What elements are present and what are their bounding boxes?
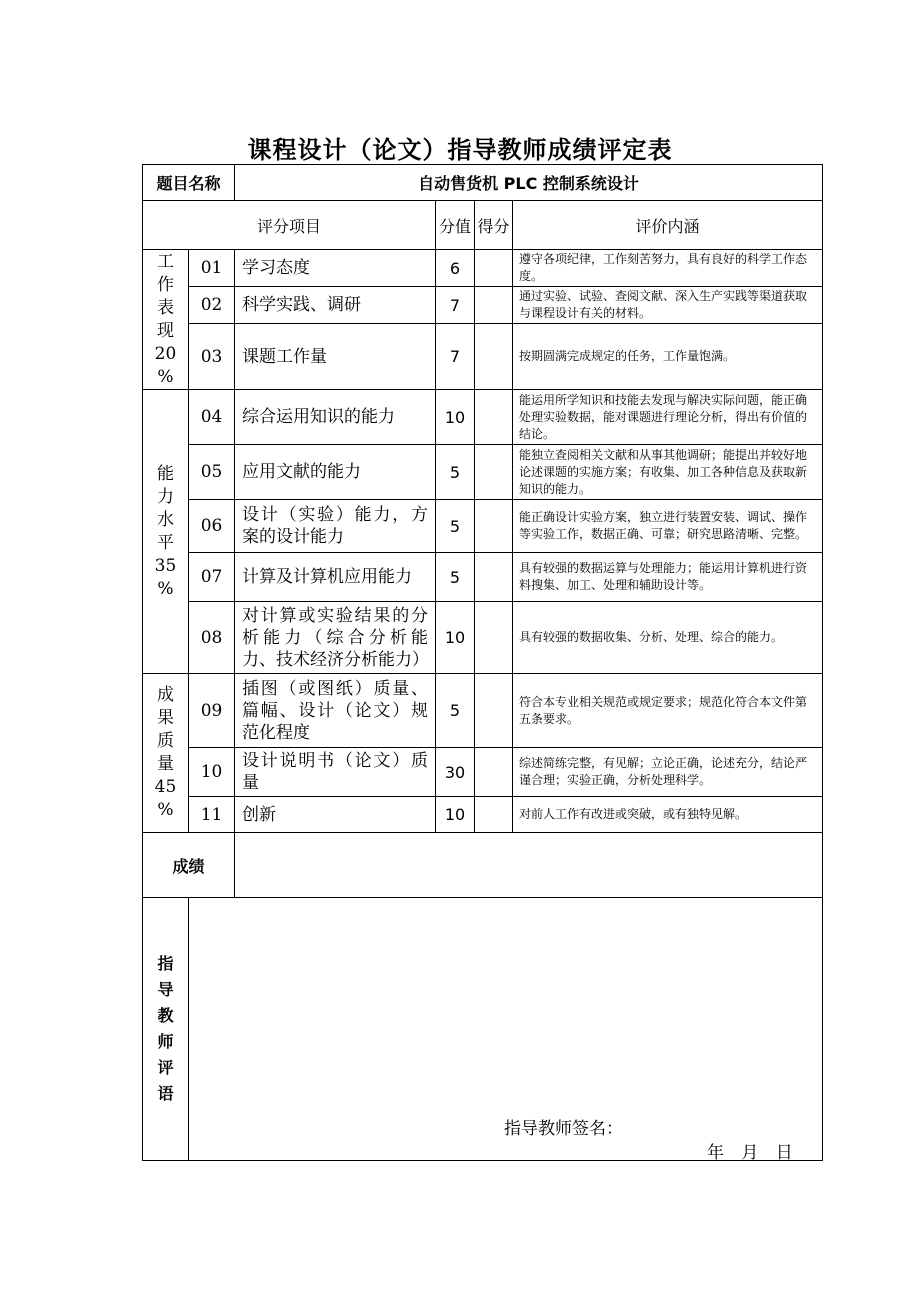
- row-number: 04: [189, 390, 235, 445]
- row-points: 6: [436, 250, 475, 287]
- table-row: [143, 602, 823, 674]
- table-row: [143, 390, 823, 445]
- row-item: 对计算或实验结果的分析能力（综合分析能力、技术经济分析能力）: [235, 602, 436, 674]
- table-row: [143, 553, 823, 602]
- row-description: 能独立查阅相关文献和从事其他调研；能提出并较好地论述课题的实施方案；有收集、加工各种信息及获取新知识的能力。: [513, 445, 823, 500]
- row-score-cell[interactable]: [475, 602, 513, 674]
- header-points: 分值: [436, 201, 475, 250]
- row-number: 03: [189, 324, 235, 390]
- comments-body[interactable]: [189, 898, 823, 1161]
- row-description: 能正确设计实验方案，独立进行装置安装、调试、操作等实验工作，数据正确、可靠；研究思路清晰、完整。: [513, 500, 823, 553]
- row-score-cell[interactable]: [475, 390, 513, 445]
- row-item: 课题工作量: [235, 324, 436, 390]
- row-item: 计算及计算机应用能力: [235, 553, 436, 602]
- table-row: [143, 324, 823, 390]
- row-score-cell[interactable]: [475, 445, 513, 500]
- grade-label: 成绩: [143, 833, 235, 898]
- row-points: 5: [436, 553, 475, 602]
- row-item: 综合运用知识的能力: [235, 390, 436, 445]
- row-score-cell[interactable]: [475, 250, 513, 287]
- header-item: 评分项目: [143, 201, 436, 250]
- row-points: 7: [436, 287, 475, 324]
- row-number: 06: [189, 500, 235, 553]
- table-row: [143, 287, 823, 324]
- row-score-cell[interactable]: [475, 324, 513, 390]
- row-number: 01: [189, 250, 235, 287]
- row-points: 7: [436, 324, 475, 390]
- table-row: [143, 445, 823, 500]
- row-points: 30: [436, 748, 475, 797]
- row-number: 09: [189, 674, 235, 748]
- topic-row: [143, 165, 823, 201]
- grade-row: [143, 833, 823, 898]
- row-score-cell[interactable]: [475, 674, 513, 748]
- comments-label: 指 导 教 师 评 语: [143, 898, 189, 1161]
- row-description: 对前人工作有改进或突破，或有独特见解。: [513, 797, 823, 833]
- row-number: 08: [189, 602, 235, 674]
- row-description: 符合本专业相关规范或规定要求；规范化符合本文件第五条要求。: [513, 674, 823, 748]
- grade-value-cell[interactable]: [235, 833, 823, 898]
- table-row: [143, 500, 823, 553]
- row-item: 学习态度: [235, 250, 436, 287]
- row-points: 10: [436, 797, 475, 833]
- evaluation-form-table: [142, 164, 823, 1161]
- row-number: 07: [189, 553, 235, 602]
- row-score-cell[interactable]: [475, 797, 513, 833]
- row-number: 05: [189, 445, 235, 500]
- header-score: 得分: [475, 201, 513, 250]
- table-row: [143, 674, 823, 748]
- table-row: [143, 748, 823, 797]
- row-number: 11: [189, 797, 235, 833]
- topic-label: 题目名称: [143, 165, 235, 201]
- topic-value: 自动售货机 PLC 控制系统设计: [235, 165, 823, 201]
- table-row: [143, 250, 823, 287]
- row-points: 5: [436, 445, 475, 500]
- row-number: 02: [189, 287, 235, 324]
- row-description: 综述简练完整，有见解；立论正确，论述充分，结论严谨合理；实验正确，分析处理科学。: [513, 748, 823, 797]
- row-description: 能运用所学知识和技能去发现与解决实际问题，能正确处理实验数据，能对课题进行理论分析，得出有价值的结论。: [513, 390, 823, 445]
- row-description: 具有较强的数据运算与处理能力；能运用计算机进行资料搜集、加工、处理和辅助设计等。: [513, 553, 823, 602]
- row-item: 应用文献的能力: [235, 445, 436, 500]
- header-criteria: 评价内涵: [513, 201, 823, 250]
- row-description: 通过实验、试验、查阅文献、深入生产实践等渠道获取与课程设计有关的材料。: [513, 287, 823, 324]
- header-row: [143, 201, 823, 250]
- group-label-ability-level: 能 力 水 平 35 %: [143, 390, 189, 674]
- row-score-cell[interactable]: [475, 553, 513, 602]
- row-points: 10: [436, 390, 475, 445]
- row-description: 具有较强的数据收集、分析、处理、综合的能力。: [513, 602, 823, 674]
- row-points: 5: [436, 674, 475, 748]
- comments-row: [143, 898, 823, 1161]
- table-row: [143, 797, 823, 833]
- row-description: 按期圆满完成规定的任务，工作量饱满。: [513, 324, 823, 390]
- row-item: 科学实践、调研: [235, 287, 436, 324]
- row-item: 插图（或图纸）质量、篇幅、设计（论文）规范化程度: [235, 674, 436, 748]
- row-number: 10: [189, 748, 235, 797]
- row-item: 设计说明书（论文）质量: [235, 748, 436, 797]
- group-label-result-quality: 成 果 质 量 45 %: [143, 674, 189, 833]
- row-points: 5: [436, 500, 475, 553]
- page-title: 课程设计（论文）指导教师成绩评定表: [247, 136, 673, 164]
- signature-label: 指导教师签名：: [504, 1119, 623, 1139]
- row-score-cell[interactable]: [475, 500, 513, 553]
- row-points: 10: [436, 602, 475, 674]
- row-score-cell[interactable]: [475, 287, 513, 324]
- row-item: 设计（实验）能力，方案的设计能力: [235, 500, 436, 553]
- group-label-work-performance: 工 作 表 现 20 %: [143, 250, 189, 390]
- row-description: 遵守各项纪律，工作刻苦努力，具有良好的科学工作态度。: [513, 250, 823, 287]
- row-item: 创新: [235, 797, 436, 833]
- date-label: 年 月 日: [707, 1143, 793, 1163]
- row-score-cell[interactable]: [475, 748, 513, 797]
